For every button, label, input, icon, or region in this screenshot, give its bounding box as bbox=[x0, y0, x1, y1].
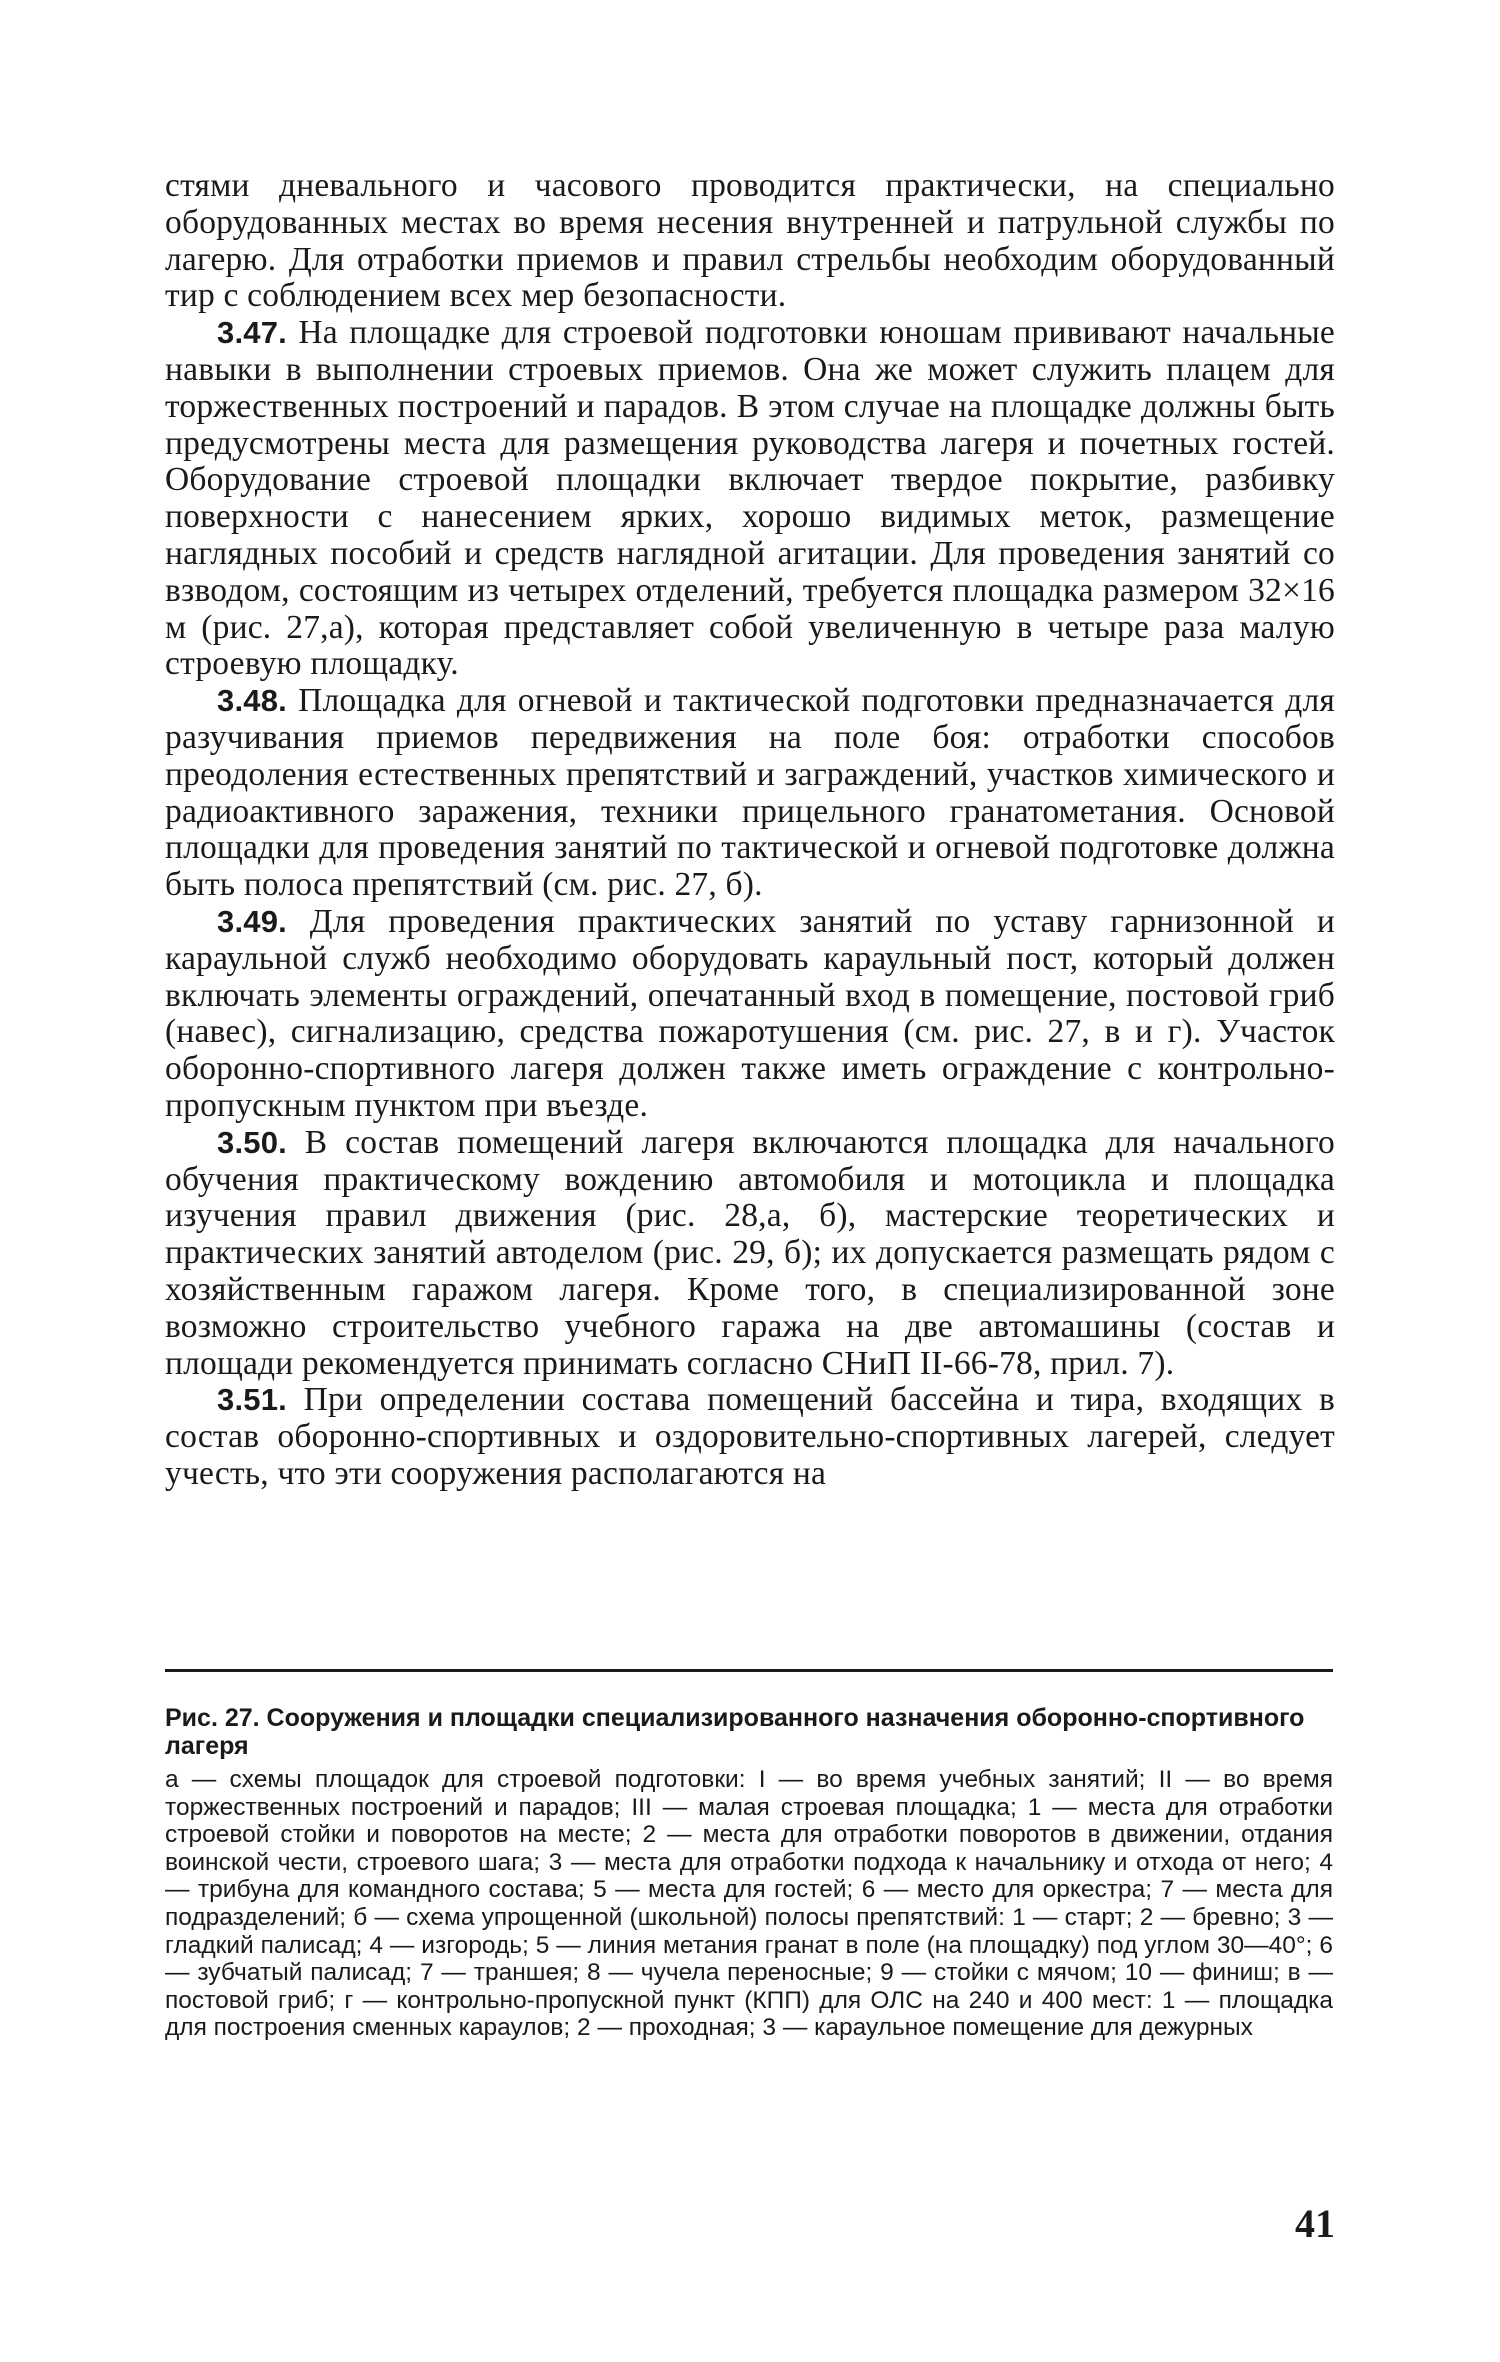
paragraph-text: Для проведения практических занятий по уставу гарнизонной и караульной служб необходимо оборудовать караульный пост, который должен включать элементы ограждений, опечатанный вход в помещение, постовой гриб (навес), сигнализацию, средства пожаротушения (см. рис. 27, в и г). Участок оборонно-спортивного лагеря должен также иметь ограждение с контрольно-пропускным пунктом при въезде. bbox=[165, 902, 1335, 1124]
paragraph-text: При определении состава помещений бассейна и тира, входящих в состав оборонно-спортивных и оздоровительно-спортивных лагерей, следует учесть, что эти сооружения располагаются на bbox=[165, 1381, 1335, 1492]
figure-caption bbox=[165, 1704, 1333, 2042]
page-number: 41 bbox=[1295, 2201, 1335, 2246]
paragraph-text: В состав помещений лагеря включаются площадка для начального обучения практическому вождению автомобиля и мотоцикла и площадка изучения правил движения (рис. 28,а, б), мастерские теоретических и практических занятий автоделом (рис. 29, б); их допускается размещать рядом с хозяйственным гаражом лагеря. Кроме того, в специализированной зоне возможно строительство учебного гаража на две автомашины (состав и площади рекомендуется принимать согласно СНиП II-66-78, прил. 7). bbox=[165, 1123, 1335, 1382]
paragraph-number: 3.50. bbox=[217, 1124, 287, 1160]
caption-title: Рис. 27. Сооружения и площадки специализированного назначения оборонно-спортивного лагеря bbox=[165, 1704, 1305, 1760]
caption-body: а — схемы площадок для строевой подготовки: I — во время учебных занятий; II — во время торжественных построений и парадов; III — малая строевая площадка; 1 — места для отработки строевой стойки и поворотов на месте; 2 — места для отработки поворотов в движении, отдания воинской чести, строевого шага; 3 — места для отработки подхода к начальнику и отхода от него; 4 — трибуна для командного состава; 5 — места для гостей; 6 — место для оркестра; 7 — места для подразделений; б — схема упрощенной (школьной) полосы препятствий: 1 — старт; 2 — бревно; 3 — гладкий палисад; 4 — изгородь; 5 — линия метания гранат в поле (на площадку) под углом 30—40°; 6 — зубчатый палисад; 7 — траншея; 8 — чучела переносные; 9 — стойки с мячом; 10 — финиш; в — постовой гриб; г — контрольно-пропускной пункт (КПП) для ОЛС на 240 и 400 мест: 1 — площадка для построения сменных караулов; 2 — проходная; 3 — караульное помещение для дежурных bbox=[165, 1766, 1333, 2042]
body-text bbox=[165, 168, 1335, 1493]
paragraph-3-50 bbox=[165, 1125, 1335, 1383]
paragraph-3-49 bbox=[165, 904, 1335, 1125]
paragraph-number: 3.47. bbox=[217, 315, 287, 351]
footnote-divider bbox=[165, 1669, 1333, 1672]
paragraph-3-48 bbox=[165, 683, 1335, 904]
paragraph-3-51 bbox=[165, 1382, 1335, 1492]
paragraph-number: 3.51. bbox=[217, 1382, 287, 1418]
paragraph-continuation bbox=[165, 168, 1335, 315]
paragraph-text: стями дневального и часового проводится практически, на специально оборудованных местах во время несения внутренней и патрульной службы по лагерю. Для отработки приемов и правил стрельбы необходим оборудованный тир с соблюдением всех мер безопасности. bbox=[165, 167, 1335, 315]
paragraph-text: На площадке для строевой подготовки юношам прививают начальные навыки в выполнении строевых приемов. Она же может служить плацем для торжественных построений и парадов. В этом случае на площадке должны быть предусмотрены места для размещения руководства лагеря и почетных гостей. Оборудование строевой площадки включает твердое покрытие, разбивку поверхности с нанесением ярких, хорошо видимых меток, размещение наглядных пособий и средств наглядной агитации. Для проведения занятий со взводом, состоящим из четырех отделений, требуется площадка размером 32×16 м (рис. 27,а), которая представляет собой увеличенную в четыре раза малую строевую площадку. bbox=[165, 314, 1335, 683]
paragraph-number: 3.48. bbox=[217, 683, 287, 719]
paragraph-3-47 bbox=[165, 315, 1335, 683]
paragraph-text: Площадка для огневой и тактической подготовки предназначается для разучивания приемов передвижения на поле боя: отработки способов преодоления естественных препятствий и заграждений, участков химического и радиоактивного заражения, техники прицельного гранатометания. Основой площадки для проведения занятий по тактической и огневой подготовке должна быть полоса препятствий (см. рис. 27, б). bbox=[165, 682, 1336, 904]
paragraph-number: 3.49. bbox=[217, 903, 287, 939]
